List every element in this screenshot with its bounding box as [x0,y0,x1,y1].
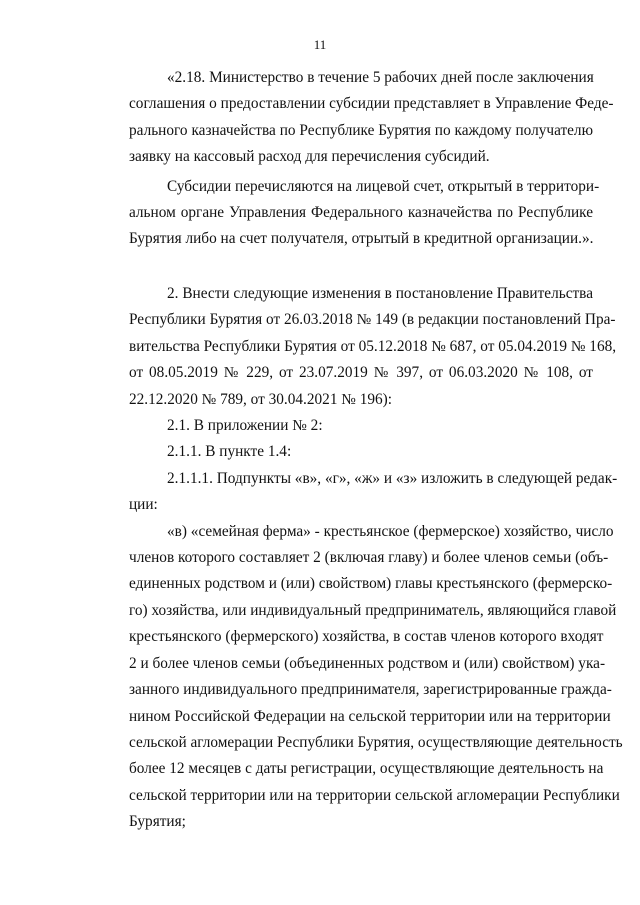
text-line: сельской агломерации Республики Бурятия, осуществляющие деятельность [129,733,623,751]
text-line: «в) «семейная ферма» - крестьянское (фермерское) хозяйство, число [167,522,614,540]
paragraph-subsidy-transfer [91,174,600,253]
text-line: крестьянского (фермерского) хозяйства, в состав членов которого входят [129,628,604,646]
text-line: единенных родством и (или) свойством) главы крестьянского (фермерско- [129,575,613,593]
text-line: Бурятия либо на счет получателя, отрытый в кредитной организации.». [129,230,594,248]
text-line: сельской территории или на территории сельской агломерации Республики [129,786,620,804]
text-line: членов которого составляет 2 (включая главу) и более членов семьи (объ- [129,549,609,567]
paragraph-item-2-1 [91,413,593,439]
text-line: «2.18. Министерство в течение 5 рабочих дней после заключения [167,69,594,86]
text-line: го) хозяйства, или индивидуальный предприниматель, являющийся главой [129,601,617,619]
text-line: нином Российской Федерации на сельской территории или на территории [129,707,611,725]
paragraph-family-farm-definition [91,519,623,836]
text-line: ции: [129,496,158,514]
page-number: 11 [313,37,327,52]
text-line: 22.12.2020 № 789, от 30.04.2021 № 196): [129,390,392,408]
text-line: 2 и более членов семьи (объединенных родством и (или) свойством) ука- [129,654,606,672]
text-block-amendment-2-18 [91,65,614,253]
text-line: Субсидии перечисляются на лицевой счет, открытый в территори- [167,177,600,195]
paragraph-2-18 [91,65,614,171]
text-line: 2.1. В приложении № 2: [167,417,323,435]
paragraph-item-2 [91,281,617,413]
text-block-item-2 [91,281,623,836]
text-line: альном органе Управления Федерального казначейства по Республике [129,204,593,222]
text-line: заявку на кассовый расход для перечисления субсидий. [129,148,490,166]
text-line: 2. Внести следующие изменения в постановление Правительства [167,285,593,302]
text-line: более 12 месяцев с даты регистрации, осуществляющие деятельность на [129,760,604,778]
text-line: занного индивидуального предпринимателя, зарегистрированные гражда- [129,681,612,699]
paragraph-item-2-1-1 [91,439,593,465]
text-line: 2.1.1. В пункте 1.4: [167,443,292,461]
text-line: от 08.05.2019 № 229, от 23.07.2019 № 397, от 06.03.2020 № 108, от [129,364,593,382]
text-line: Республики Бурятия от 26.03.2018 № 149 (в редакции постановлений Пра- [129,311,616,329]
paragraph-item-2-1-1-1 [91,466,618,519]
text-line: Бурятия; [129,813,186,831]
text-line: вительства Республики Бурятия от 05.12.2018 № 687, от 05.04.2019 № 168, [129,337,617,355]
text-line: соглашения о предоставлении субсидии представляет в Управление Феде- [129,95,614,113]
text-line: 2.1.1.1. Подпункты «в», «г», «ж» и «з» изложить в следующей редак- [167,469,618,487]
text-line: рального казначейства по Республике Бурятия по каждому получателю [129,121,593,139]
